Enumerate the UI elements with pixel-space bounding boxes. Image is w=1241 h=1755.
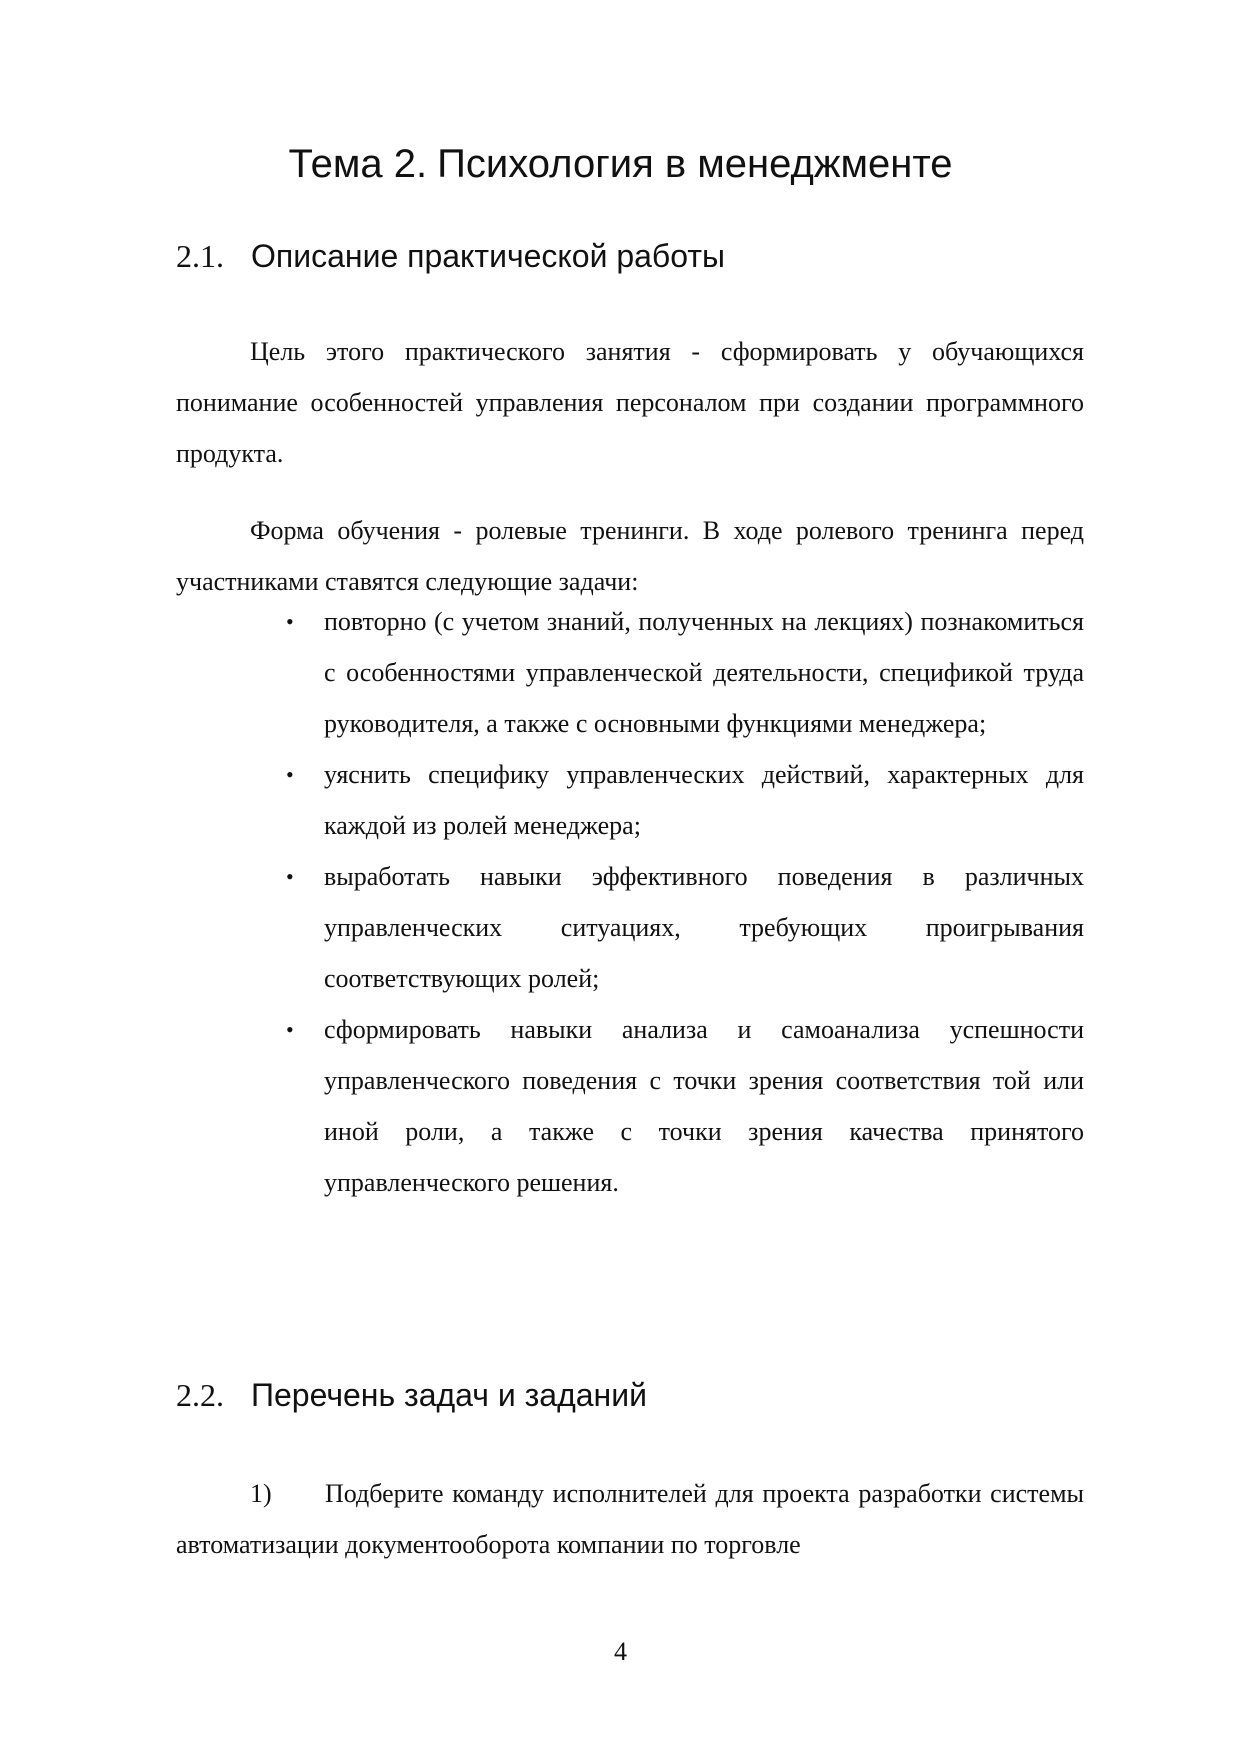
bullet-icon: •: [286, 762, 294, 787]
bullet-icon: •: [286, 609, 294, 634]
paragraph-goal: Цель этого практического занятия - сформировать у обучающихся понимание особенностей управления персоналом при создании программного продукта.: [176, 337, 1084, 468]
task-text: Подберите команду исполнителей для проекта разработки системы автоматизации документооборота компании по торговле: [176, 1479, 1084, 1559]
page-number: 4: [614, 1637, 627, 1666]
section-title: Перечень задач и заданий: [251, 1377, 647, 1413]
task-number: 1): [250, 1479, 272, 1508]
list-item: [286, 749, 1084, 851]
section-number: 2.1.: [176, 238, 224, 274]
chapter-name: Психология в менеджменте: [437, 142, 953, 186]
list-item: [286, 1004, 1084, 1208]
bullet-icon: •: [286, 864, 294, 889]
bullet-icon: •: [286, 1017, 294, 1042]
section-number: 2.2.: [176, 1377, 224, 1413]
task-bullet-list: [286, 596, 1084, 1208]
section-heading-2-1: [176, 236, 1076, 276]
section-heading-2-2: [176, 1375, 1076, 1415]
list-item: [286, 596, 1084, 749]
list-item: [286, 851, 1084, 1004]
task-item-1: [176, 1468, 1084, 1570]
chapter-title: [0, 140, 1241, 188]
list-item-text: повторно (с учетом знаний, полученных на лекциях) познакомиться с особенностями управленческой деятельности, спецификой труда руководителя, а также с основными функциями менеджера;: [324, 607, 1084, 738]
list-item-text: сформировать навыки анализа и самоанализа успешности управленческого поведения с точки зрения соответствия той или иной роли, а также с точки зрения качества принятого управленческого решения.: [324, 1015, 1084, 1197]
section-title: Описание практической работы: [251, 238, 725, 274]
paragraph-form: Форма обучения - ролевые тренинги. В ходе ролевого тренинга перед участниками ставятся следующие задачи:: [176, 516, 1084, 596]
chapter-number: Тема 2.: [288, 142, 428, 186]
list-item-text: выработать навыки эффективного поведения в различных управленческих ситуациях, требующих проигрывания соответствующих ролей;: [324, 862, 1084, 993]
list-item-text: уяснить специфику управленческих действий, характерных для каждой из ролей менеджера;: [324, 760, 1084, 840]
